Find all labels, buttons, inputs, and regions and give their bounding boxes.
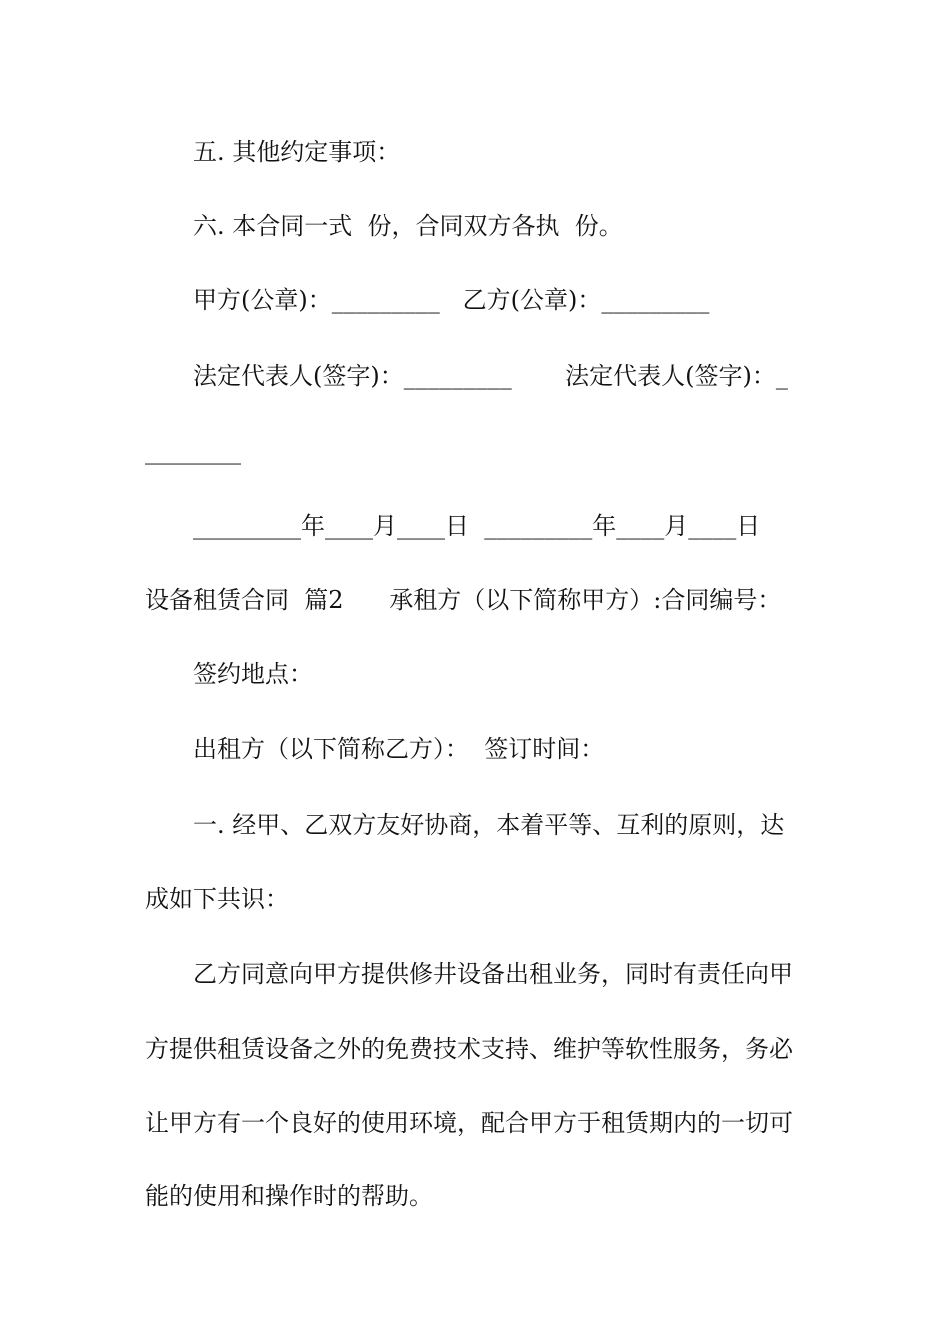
contract-title-and-lessee-line: 设备租赁合同 篇2 承租方（以下简称甲方）:合同编号： bbox=[145, 586, 782, 614]
signature-continuation-line: ________ bbox=[145, 437, 241, 465]
clause-one-paragraph-line-2: 成如下共识： bbox=[145, 885, 289, 913]
clause-one-paragraph-line-1: 一. 经甲、乙双方友好协商，本着平等、互利的原则，达 bbox=[193, 811, 785, 839]
legal-representative-signature-line: 法定代表人(签字)：_________ 法定代表人(签字)：_ bbox=[193, 362, 788, 390]
date-line: _________年____月____日 _________年____月____日 bbox=[193, 512, 761, 540]
service-paragraph-line-3: 让甲方有一个良好的使用环境，配合甲方于租赁期内的一切可 bbox=[145, 1109, 793, 1137]
clause-six-copies: 六. 本合同一式 份，合同双方各执 份。 bbox=[193, 212, 623, 240]
clause-five-other-matters: 五. 其他约定事项： bbox=[193, 138, 401, 166]
service-paragraph-line-4: 能的使用和操作时的帮助。 bbox=[145, 1182, 433, 1210]
party-seal-line: 甲方(公章)：_________ 乙方(公章)：_________ bbox=[193, 286, 710, 314]
lessor-and-signing-time-line: 出租方（以下简称乙方）： 签订时间： bbox=[193, 735, 605, 763]
service-paragraph-line-2: 方提供租赁设备之外的免费技术支持、维护等软性服务，务必 bbox=[145, 1035, 793, 1063]
signing-location-line: 签约地点： bbox=[193, 660, 313, 688]
service-paragraph-line-1: 乙方同意向甲方提供修井设备出租业务，同时有责任向甲 bbox=[193, 960, 793, 988]
